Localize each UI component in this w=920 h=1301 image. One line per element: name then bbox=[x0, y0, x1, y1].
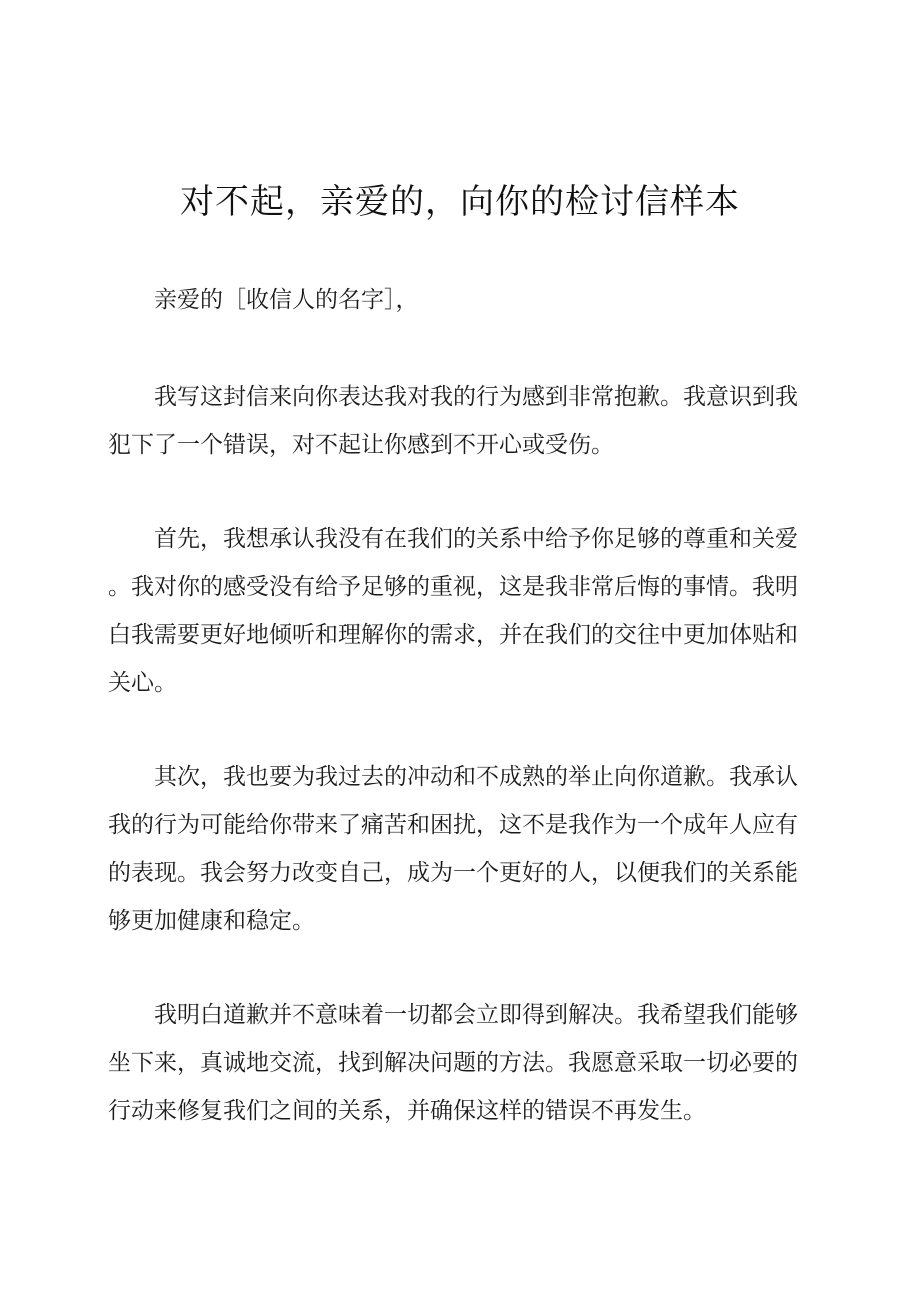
letter-greeting: 亲爱的［收信人的名字］， bbox=[154, 287, 419, 313]
letter-paragraph-1: 我写这封信来向你表达我对我的行为感到非常抱歉。我意识到我犯下了一个错误，对不起让你感到不开心或受伤。 bbox=[108, 384, 798, 458]
letter-paragraph-4: 我明白道歉并不意味着一切都会立即得到解决。我希望我们能够坐下来，真诚地交流，找到解决问题的方法。我愿意采取一切必要的行动来修复我们之间的关系，并确保这样的错误不再发生。 bbox=[108, 1002, 798, 1124]
page-title: 对不起，亲爱的，向你的检讨信样本 bbox=[180, 182, 740, 222]
letter-paragraph-3: 其次，我也要为我过去的冲动和不成熟的举止向你道歉。我承认我的行为可能给你带来了痛苦和困扰，这不是我作为一个成年人应有的表现。我会努力改变自己，成为一个更好的人，以便我们的关系能够更加健康和稳定。 bbox=[108, 764, 798, 934]
letter-paragraph-2: 首先，我想承认我没有在我们的关系中给予你足够的尊重和关爱。我对你的感受没有给予足够的重视，这是我非常后悔的事情。我明白我需要更好地倾听和理解你的需求，并在我们的交往中更加体贴和关心。 bbox=[108, 526, 798, 696]
